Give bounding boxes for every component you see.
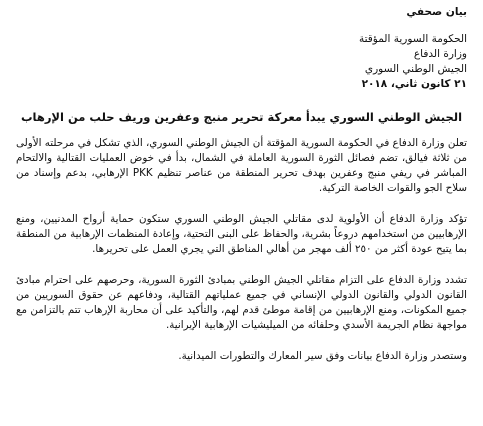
press-release-label: بيان صحفي [406, 6, 467, 18]
letterhead [16, 32, 467, 92]
paragraph-4: وستصدر وزارة الدفاع بيانات وفق سير المعارك والتطورات الميدانية. [178, 350, 467, 362]
release-date: ٢١ كانون ثاني، ٢٠١٨ [361, 78, 467, 90]
ministry-name: وزارة الدفاع [413, 48, 467, 60]
army-name: الجيش الوطني السوري [364, 63, 467, 75]
headline: الجيش الوطني السوري يبدأ معركة تحرير منبج وعفرين وريف حلب من الإرهاب [20, 110, 463, 124]
body-text [16, 136, 467, 364]
paragraph-3: تشدد وزارة الدفاع على التزام مقاتلي الجيش الوطني بمبادئ الثورة السورية، وحرصهم على احترام مبادئ القانون الدولي والقانون الدولي الإنساني في جميع عملياتهم القتالية، ودفاعهم عن حقوق السوريين من جميع المكونات، ومنع الإرهابيين من إقامة موطئ قدم لهم، والتأكيد على أن محاربة الإرهاب تتم بالتزامن مع مواجهة نظام الجريمة الأسدي وحلفائه من الميليشيات الإرهابية الإيرانية. [16, 274, 467, 331]
government-name: الحكومة السورية المؤقتة [358, 33, 467, 45]
paragraph-1: تعلن وزارة الدفاع في الحكومة السورية المؤقتة أن الجيش الوطني السوري، الذي تشكل في مرحلته الأولى من ثلاثة فيالق، تضم فصائل الثورة السورية العاملة في الشمال، بدأ في خوض العمليات القتالية والالتحام المباشر في ريفي منبج وعفرين بهدف تحرير المنطقة من عناصر تنظيم PKK الإرهابي، بدعم وإسناد من سلاح الجو والقوات الخاصة التركية. [16, 137, 467, 194]
paragraph-2: تؤكد وزارة الدفاع أن الأولوية لدى مقاتلي الجيش الوطني السوري ستكون حماية أرواح المدنيين، ومنع الإرهابيين من استخدامهم دروعاً بشرية، والحفاظ على البنى التحتية، وإعادة المنظمات الإرهابية من المنطقة بما يتيح عودة أكثر من ٢٥٠ ألف مهجر من أهالي المناطق التي يجري العمل على تحريرها. [16, 213, 467, 255]
